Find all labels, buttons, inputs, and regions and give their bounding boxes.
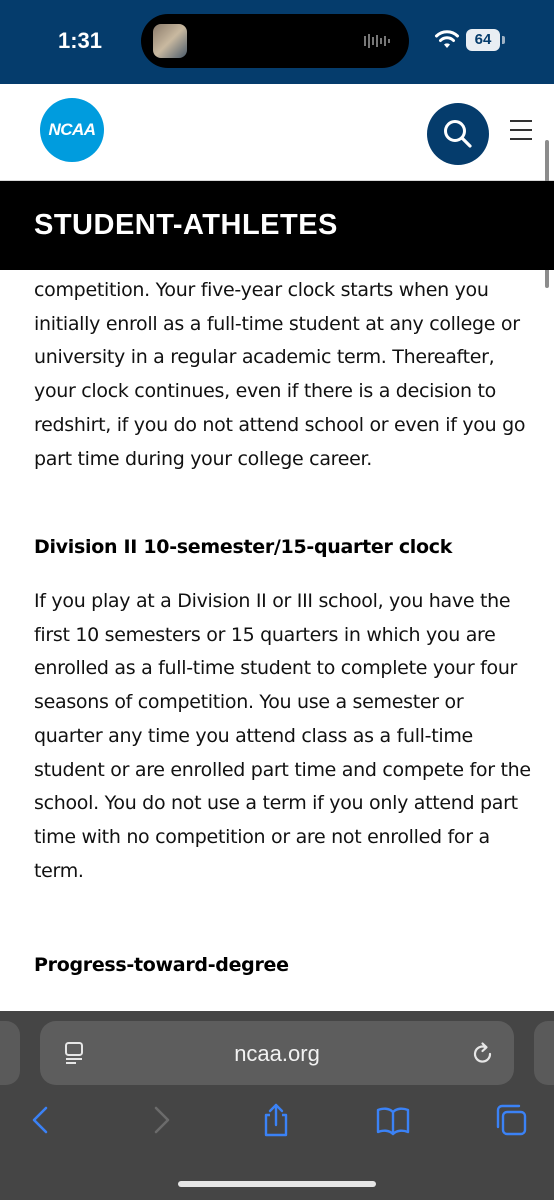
address-bar[interactable] [40, 1021, 514, 1085]
article-content [34, 274, 534, 976]
battery-nub [502, 36, 505, 44]
browser-bar [0, 1011, 554, 1200]
paragraph-five-year-clock: competition. Your five-year clock starts when you initially enroll as a full-time student at any college or university in a regular academic term. Thereafter, your clock continues, even if there is a decision to redshirt, if you do not attend school or even if you go part time during your college career. [34, 279, 526, 470]
search-button[interactable] [427, 103, 489, 165]
bookmarks-icon[interactable] [376, 1103, 410, 1137]
site-header [0, 84, 554, 181]
battery-level: 64 [474, 31, 492, 48]
audio-waveform-icon [363, 33, 393, 49]
wifi-icon [434, 30, 460, 50]
battery-icon [466, 29, 500, 51]
ncaa-logo[interactable] [40, 98, 104, 162]
back-icon[interactable] [24, 1103, 58, 1137]
forward-icon[interactable] [144, 1103, 178, 1137]
next-tab-edge[interactable] [534, 1021, 554, 1085]
reload-icon[interactable] [470, 1041, 496, 1067]
status-time: 1:31 [58, 28, 103, 53]
heading-division-ii-clock: Division II 10-semester/15-quarter clock [34, 536, 453, 558]
url-text: ncaa.org [234, 1041, 320, 1066]
now-playing-thumbnail [153, 24, 187, 58]
heading-progress-toward-degree: Progress-toward-degree [34, 954, 289, 976]
dynamic-island[interactable] [141, 14, 409, 68]
hamburger-menu-icon[interactable] [508, 118, 536, 142]
share-icon[interactable] [259, 1103, 293, 1137]
paragraph-division-ii-clock: If you play at a Division II or III school, you have the first 10 semesters or 15 quarters in which you are enrolled as a full-time student to complete your four seasons of competition. You use a semester or quarter any time you attend class as a full-time student or are enrolled part time and compete for the school. You do not use a term if you only attend part time with no competition or are not enrolled for a term. [34, 590, 531, 882]
home-indicator[interactable] [178, 1181, 376, 1187]
status-bar [0, 0, 554, 84]
previous-tab-edge[interactable] [0, 1021, 20, 1085]
section-bar [0, 181, 554, 270]
logo-text: NCAA [48, 120, 96, 139]
section-title: STUDENT-ATHLETES [34, 209, 338, 241]
search-icon [442, 118, 474, 150]
tabs-icon[interactable] [494, 1103, 528, 1137]
